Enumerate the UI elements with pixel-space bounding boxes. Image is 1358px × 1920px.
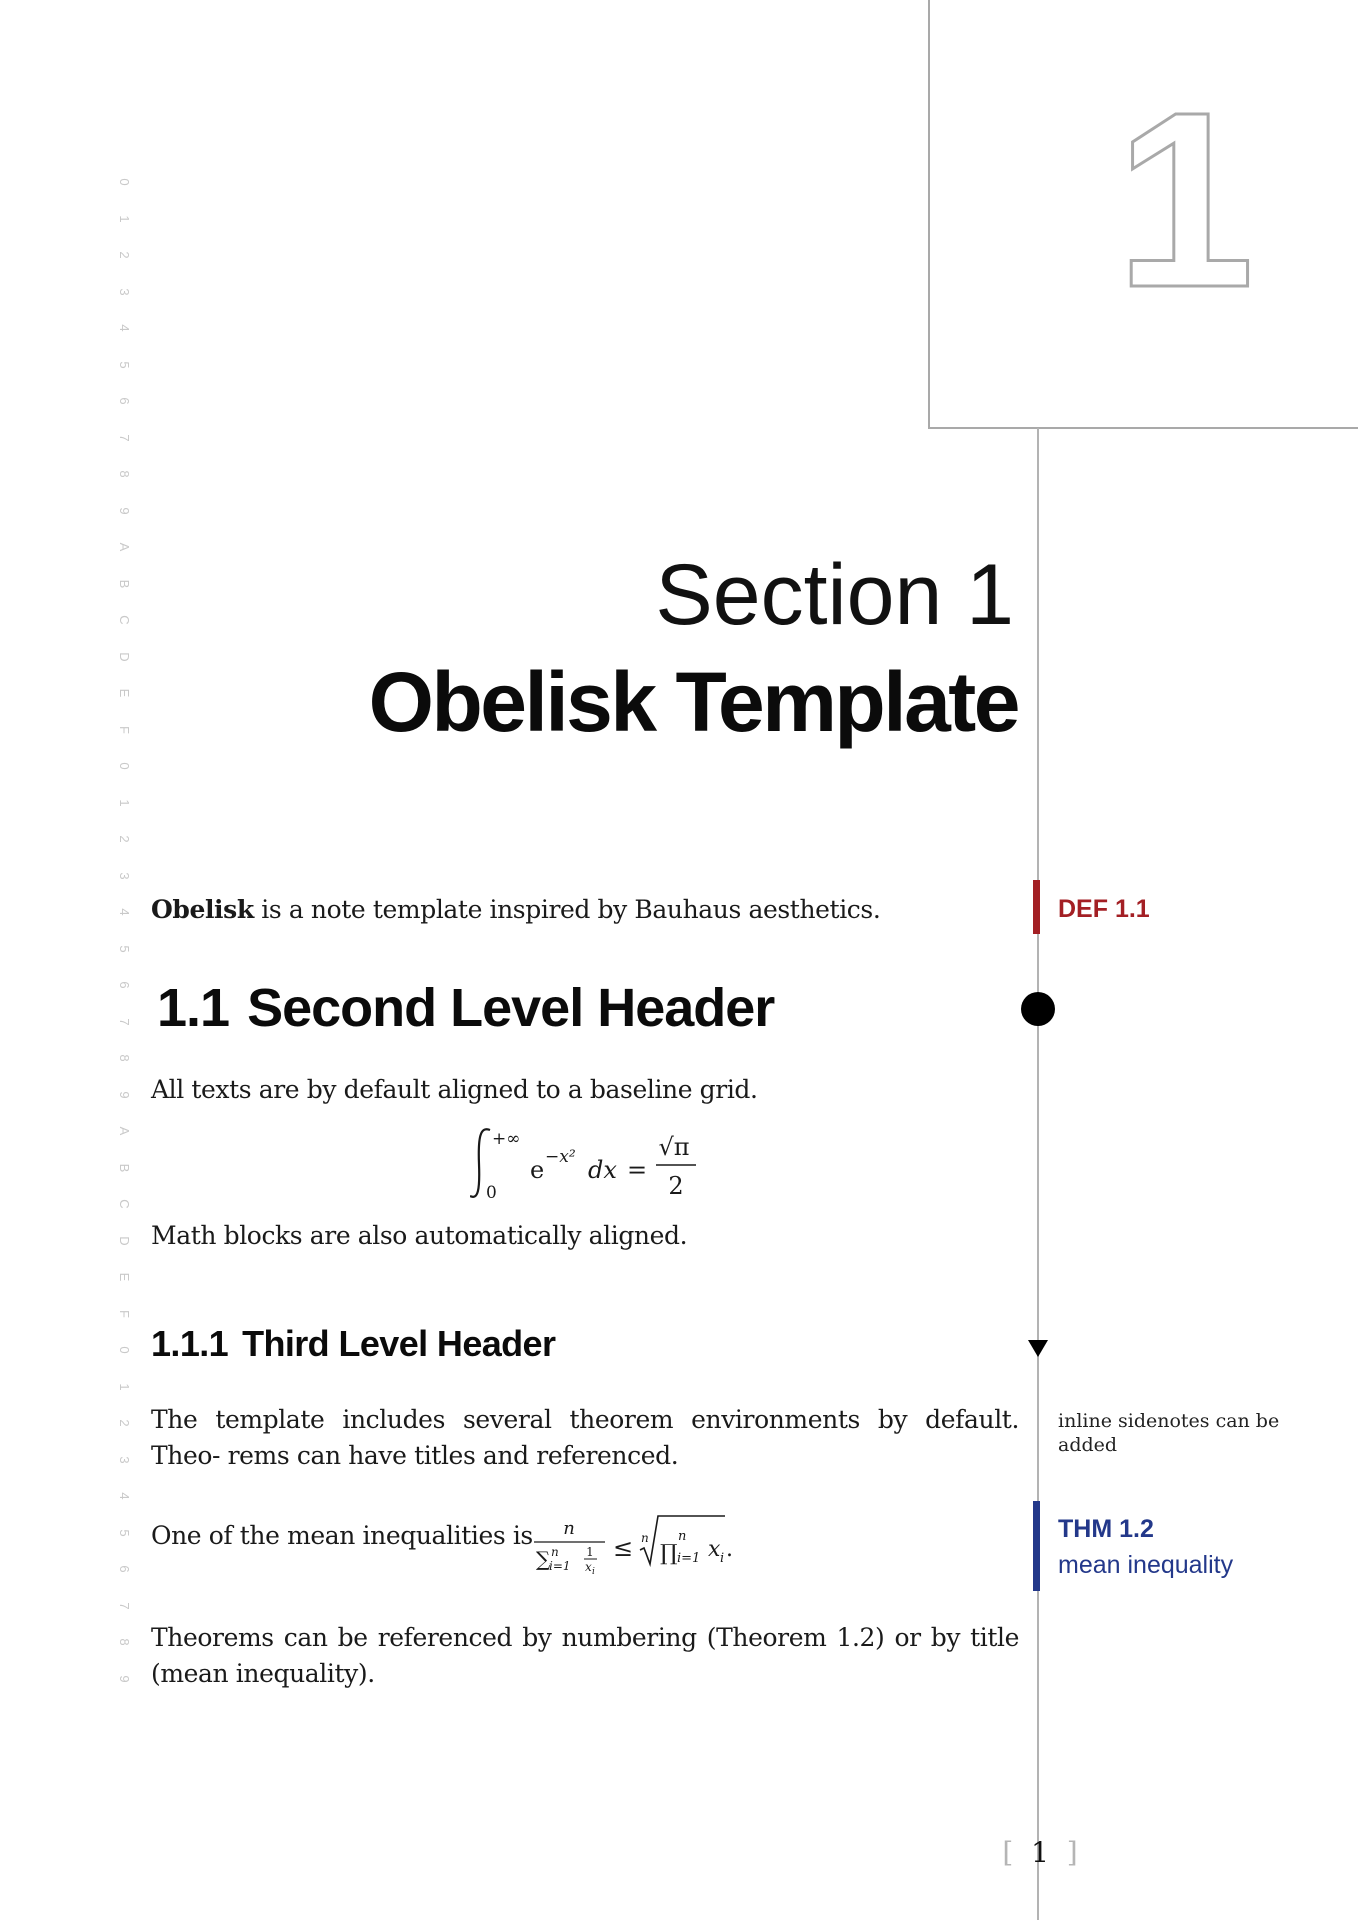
ruler-tick: 5	[117, 360, 132, 369]
chapter-box	[928, 0, 1358, 429]
ruler-tick: B	[117, 1163, 132, 1172]
ruler-tick: A	[117, 542, 132, 552]
vertical-rail	[1037, 428, 1039, 1920]
ruler-tick: 2	[117, 1419, 132, 1427]
ruler-tick: 3	[117, 871, 132, 880]
page-number-value: 1	[1031, 1836, 1049, 1869]
theorem-marker-bar	[1033, 1501, 1040, 1591]
product-lower: i=1	[677, 1551, 701, 1566]
paragraph-math-blocks: Math blocks are also automatically aligned.	[151, 1221, 688, 1250]
sum-sign: ∑	[536, 1547, 551, 1571]
document-title: Obelisk Template	[368, 655, 1018, 749]
ruler-tick: 9	[117, 506, 132, 515]
ruler-tick: 8	[117, 1638, 132, 1646]
ruler-tick: 4	[117, 1492, 132, 1500]
second-level-header	[157, 976, 774, 1040]
fraction-denominator: 2	[668, 1172, 684, 1200]
chapter-number-outline	[930, 60, 1340, 339]
fraction-numerator: √π	[658, 1133, 690, 1161]
paragraph-baseline-grid: All texts are by default aligned to a baseline grid.	[151, 1075, 758, 1104]
ruler-tick: 7	[117, 433, 132, 442]
ruler-tick: 5	[117, 944, 132, 953]
ruler-tick: 1	[117, 214, 132, 223]
page-number	[990, 1836, 1090, 1869]
ruler-tick: 8	[117, 1054, 132, 1062]
rail-triangle-marker	[1028, 1340, 1048, 1357]
ruler-tick: 5	[117, 1528, 132, 1537]
exp-exponent: −x²	[545, 1147, 576, 1167]
ruler-tick: D	[117, 1235, 132, 1246]
inline-sidenote: inline sidenotes can be added	[1058, 1410, 1280, 1456]
ruler-tick: 1	[117, 798, 132, 807]
ruler-tick: 7	[117, 1601, 132, 1610]
third-level-header	[151, 1322, 555, 1366]
reciprocal-denominator: x	[585, 1560, 592, 1574]
ruler-tick: 3	[117, 1455, 132, 1464]
ruler-tick: E	[117, 688, 132, 698]
paragraph-references: Theorems can be referenced by numbering (Theorem 1.2) or by title (mean inequality).	[151, 1623, 1019, 1688]
paragraph-mean-inequality: One of the mean inequalities is	[151, 1521, 533, 1550]
equation-period: .	[726, 1537, 733, 1562]
ruler-tick: 4	[117, 908, 132, 916]
h3-text: Third Level Header	[242, 1323, 556, 1364]
ruler-tick: 2	[117, 251, 132, 259]
ruler-tick: 7	[117, 1017, 132, 1026]
leq-sign: ≤	[613, 1534, 634, 1562]
ruler-tick: 8	[117, 470, 132, 478]
h3-number: 1.1.1	[151, 1323, 229, 1364]
ruler-tick: 6	[117, 1565, 132, 1573]
page-number-right-bracket: ]	[1066, 1836, 1078, 1869]
ruler-tick: 0	[117, 762, 132, 770]
ruler-tick: 3	[117, 287, 132, 296]
equals-sign: =	[627, 1156, 648, 1184]
definition-marker-bar	[1033, 880, 1040, 934]
h2-text: Second Level Header	[247, 978, 775, 1038]
ruler-tick: F	[117, 725, 132, 734]
ruler-tick: 0	[117, 1346, 132, 1354]
definition-term: Obelisk	[151, 895, 254, 924]
product-upper: n	[678, 1529, 687, 1544]
mean-inequality-equation	[527, 1512, 777, 1582]
ruler-tick: D	[117, 651, 132, 662]
exp-base: e	[530, 1156, 545, 1184]
theorem-label: THM 1.2	[1058, 1515, 1154, 1543]
chapter-number: 1	[1115, 60, 1255, 339]
ruler-tick: C	[117, 615, 132, 625]
definition-paragraph	[151, 892, 1011, 928]
root-index: n	[641, 1531, 649, 1545]
ruler-tick: E	[117, 1272, 132, 1282]
harmonic-numerator: n	[563, 1518, 575, 1539]
paragraph-theorems: The template includes several theorem environments by default. Theo- rems can have titles and referenced.	[151, 1405, 1019, 1470]
integral-equation	[470, 1124, 720, 1204]
h2-number: 1.1	[157, 978, 230, 1038]
ruler-tick: 6	[117, 981, 132, 989]
ruler-tick: B	[117, 579, 132, 588]
ruler-tick: A	[117, 1126, 132, 1136]
ruler-tick: 6	[117, 397, 132, 405]
product-sign: ∏	[660, 1541, 678, 1566]
reciprocal-denominator-sub: i	[592, 1567, 595, 1577]
reciprocal-numerator: 1	[586, 1545, 594, 1559]
page-number-left-bracket: [	[1002, 1836, 1014, 1869]
ruler-tick: C	[117, 1199, 132, 1209]
definition-label: DEF 1.1	[1058, 895, 1150, 923]
product-variable-sub: i	[720, 1551, 725, 1566]
sum-lower: i=1	[549, 1559, 571, 1573]
ruler-tick: 2	[117, 835, 132, 843]
ruler-tick: 9	[117, 1674, 132, 1683]
integral-upper-limit: +∞	[492, 1129, 521, 1149]
rail-dot-marker	[1021, 992, 1055, 1026]
definition-text: is a note template inspired by Bauhaus aesthetics.	[253, 895, 881, 924]
ruler-tick: 9	[117, 1090, 132, 1099]
ruler-tick: 4	[117, 324, 132, 332]
integral-lower-limit: 0	[486, 1183, 497, 1203]
ruler-tick: F	[117, 1309, 132, 1318]
product-variable: x	[708, 1537, 721, 1562]
sum-upper: n	[551, 1545, 559, 1559]
differential: dx	[588, 1156, 617, 1184]
theorem-title: mean inequality	[1058, 1551, 1234, 1579]
ruler-tick: 1	[117, 1382, 132, 1391]
ruler-tick: 0	[117, 178, 132, 186]
section-label: Section 1	[655, 547, 1014, 643]
